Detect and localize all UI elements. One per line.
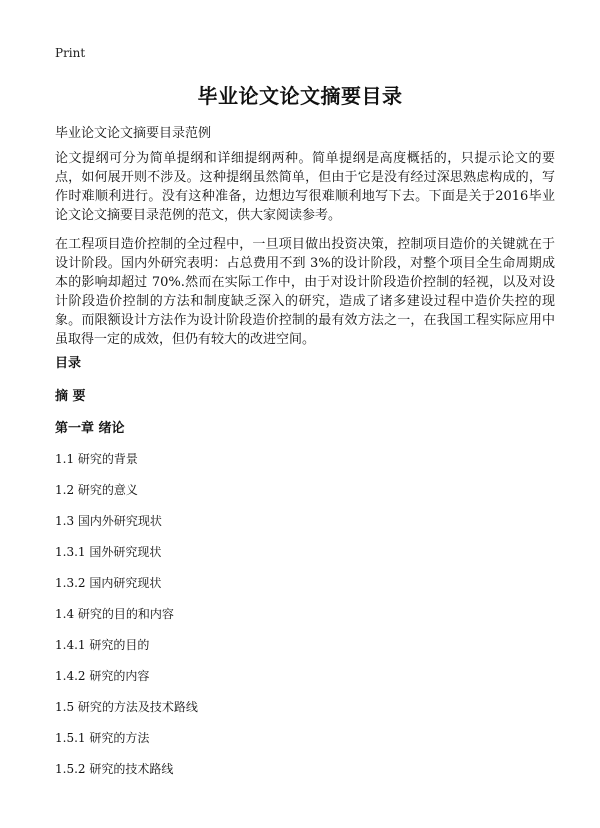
toc-item: 1.3 国内外研究现状 xyxy=(55,514,162,528)
toc-item: 1.2 研究的意义 xyxy=(55,483,138,497)
document-subtitle: 毕业论文论文摘要目录范例 xyxy=(55,126,212,141)
toc-item: 1.4 研究的目的和内容 xyxy=(55,607,174,621)
toc-item: 1.5.1 研究的方法 xyxy=(55,731,150,745)
body-paragraph: 在工程项目造价控制的全过程中，一旦项目做出投资决策，控制项目造价的关键就在于设计阶段。国内外研究表明：占总费用不到 3%的设计阶段，对整个项目全生命周期成本的影响却超过 70%.然而在实际工作中，由于对设计阶段造价控制的轻视，以及对设计阶段造价控制的方法和制度缺乏深入的研究，造成了诸多建设过程中造价失控的现象。而限额设计方法作为设计阶段造价控制的最有效方法之一，在我国工程实际应用中虽取得一定的成效，但仍有较大的改进空间。 xyxy=(55,237,555,347)
toc-item: 1.3.2 国内研究现状 xyxy=(55,576,162,590)
chapter-heading: 第一章 绪论 xyxy=(55,421,125,436)
toc-heading: 目录 xyxy=(55,356,82,371)
toc-item: 1.4.2 研究的内容 xyxy=(55,669,150,683)
toc-item: 1.5.2 研究的技术路线 xyxy=(55,762,174,776)
intro-paragraph: 论文提纲可分为简单提纲和详细提纲两种。简单提纲是高度概括的，只提示论文的要点，如何展开则不涉及。这种提纲虽然简单，但由于它是没有经过深思熟虑构成的，写作时难顺利进行。没有这种准备，边想边写很难顺利地写下去。下面是关于2016毕业论文论文摘要目录范例的范文，供大家阅读参考。 xyxy=(55,151,555,223)
toc-item: 1.5 研究的方法及技术路线 xyxy=(55,700,198,714)
abstract-heading: 摘 要 xyxy=(55,389,86,404)
page-title: 毕业论文论文摘要目录 xyxy=(197,84,403,108)
toc-item: 1.1 研究的背景 xyxy=(55,452,138,466)
toc-item: 1.3.1 国外研究现状 xyxy=(55,545,162,559)
toc-item: 1.4.1 研究的目的 xyxy=(55,638,150,652)
print-link[interactable]: Print xyxy=(55,46,86,60)
